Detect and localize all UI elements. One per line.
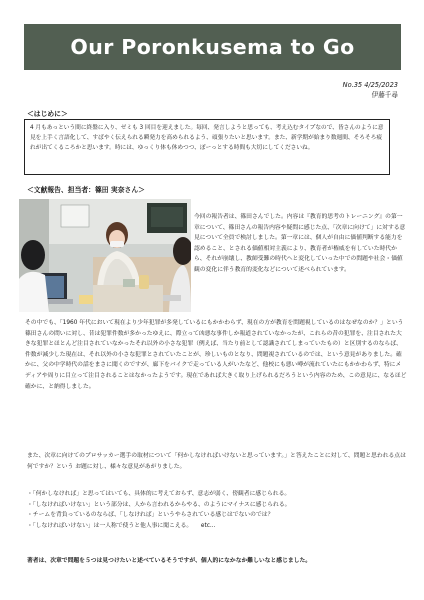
newsletter-title: Our Poronkusema to Go xyxy=(70,35,355,59)
list-item: ・「何かしなければ」と思ってはいても、具体的に考えておらず、意志が弱く、傍観者に感じられる。 xyxy=(27,491,291,497)
list-item: ・「しなければいけない」という部分は、人から言われるからやる、のようにマイナスに感じられる。 xyxy=(27,501,291,508)
seminar-photo-image xyxy=(19,199,191,312)
intro-text: 4 月もあっという間に終盤に入り、ゼミも 3 回目を迎えました。毎回、発言しようと思っても、考え込むタイプなので、皆さんのように意見を上手く言語化して、すばやく伝えられる瞬発力を高められるよう、頑張りたいと思います。また、新学期が始まり数週間、そろそろ疲れが出てくるころかと思います。時には、ゆっくり体も休めつつ、ぽーっとする時間も大切にしてくださいね。 xyxy=(30,125,384,152)
intro-heading: ＜はじめに＞ xyxy=(27,110,68,118)
closing-remark: 著者は、次章で問題を５つは見つけたいと述べているそうですが、個人的になかなか難しいなと感じました。 xyxy=(27,558,312,564)
next-chapter-paragraph: また、次章に向けてのプロサッカー選手の取材について「何かしなければいけないと思っています。」と答えたことに対して、問題と思われる点は何ですか？という お題に対し、様々な意見があがりました。 xyxy=(27,453,406,470)
report-discussion-paragraph: その中でも、「1960 年代において現在より少年犯罪が多発しているにもかかわらず、現在の方が教育を問題視しているのはなぜなのか？」という篠田さんの問いに対し、昔は犯罪件数が多かったゆえに、際立って凶悪な事件しか報道されていなかったが、これらの昔の犯罪を、注目された大きな犯罪とほとんど注目されていなかったそれ以外の小さな犯罪（例えば、当たり前として認識されてしまっていたもの）と区別するのならば、件数が減少した現在は、それ以外の小さな犯罪とされていたことが、珍しいものとなり、問題視されているのでは、という意見がありました。確かに、父の中学時代の話をまさに聞くのですが、廊下をバイクで走っている人がいたなど、他校にも悪い噂が流れていたにもかかわらず、特にメディアや周りに目立って注目されることはなかったようです。現在であれば大きく取り上げられるだろうという内容のため、この意見に、なるほど確かに、と納得しました。 xyxy=(25,320,407,390)
author-name: 伊藤千尋 xyxy=(371,91,398,99)
report-heading: ＜文献報告、担当者：篠田 実奈さん＞ xyxy=(27,186,145,194)
report-discussion-text xyxy=(25,318,407,392)
intro-box xyxy=(24,119,390,175)
report-summary-text xyxy=(194,212,408,276)
list-item: ・「しなければいけない」は一人称で使うと他人事に聞こえる。 etc... xyxy=(27,522,216,529)
seminar-photo xyxy=(19,199,191,312)
list-item: ・チームを背負っているのならば、「しなければ」というやらされている感じはでないのでは？ xyxy=(27,512,274,519)
next-chapter-text xyxy=(27,451,407,472)
report-summary-paragraph: 今回の報告者は、篠田さんでした。内容は『教育的思考のトレーニング』の第一章について、篠田さんの報告内容や疑問に感じた点、「次章に向けて」に対する意見について全員で検討しました。第一章には、個人が自由に価値判断する能力を認めること、とされる価値相対主義により、教育者が権威を有していた時代から、それが崩壊し、教師受難の時代へと変化していった中での問題や社会・価値観の変化に伴う教育的変化などについて述べられています。 xyxy=(194,214,406,273)
issue-number-date: No.35 4/25/2023 xyxy=(342,81,398,89)
issue-info xyxy=(343,80,398,100)
newsletter-title-banner xyxy=(24,24,401,70)
opinion-list xyxy=(27,489,407,531)
